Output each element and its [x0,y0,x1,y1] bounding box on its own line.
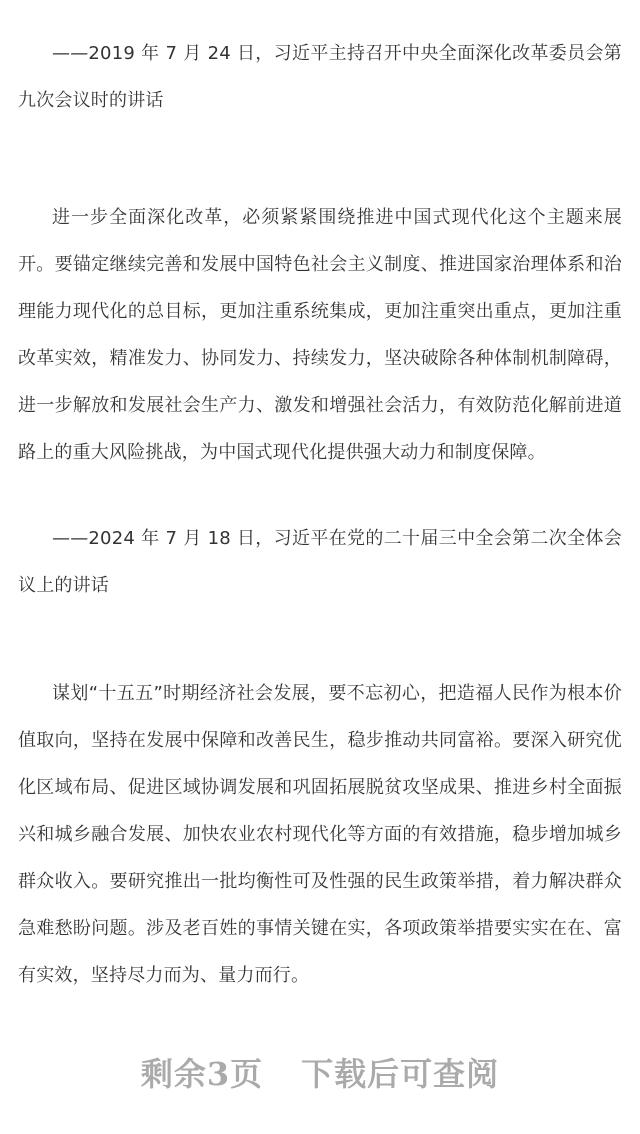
paragraph-fifteenth-five-year-plan: 谋划“十五五”时期经济社会发展，要不忘初心，把造福人民作为根本价值取向，坚持在发展中保障和改善民生，稳步推动共同富裕。要深入研究优化区域布局、促进区域协调发展和巩固拓展脱贫攻坚成果、推进乡村全面振兴和城乡融合发展、加快农业农村现代化等方面的有效措施，稳步增加城乡群众收入。要研究推出一批均衡性可及性强的民生政策举措，着力解决群众急难愁盼问题。涉及老百姓的事情关键在实，各项政策举措要实实在在、富有实效，坚持尽力而为、量力而行。 [18,683,622,986]
attribution-2019: ——2019 年 7 月 24 日，习近平主持召开中央全面深化改革委员会第九次会议时的讲话 [18,43,622,111]
download-to-view-label[interactable]: 下载后可查阅 [301,1055,500,1093]
paragraph-deepening-reform: 进一步全面深化改革，必须紧紧围绕推进中国式现代化这个主题来展开。要锚定继续完善和发展中国特色社会主义制度、推进国家治理体系和治理能力现代化的总目标，更加注重系统集成，更加注重突出重点，更加注重改革实效，精准发力、协同发力、持续发力，坚决破除各种体制机制障碍，进一步解放和发展社会生产力、激发和增强社会活力，有效防范化解前进道路上的重大风险挑战，为中国式现代化提供强大动力和制度保障。 [18,207,622,463]
download-banner[interactable] [0,1048,640,1096]
remaining-pages-label[interactable]: 剩余3页 [140,1055,264,1093]
attribution-2024: ——2024 年 7 月 18 日，习近平在党的二十届三中全会第二次全体会议上的讲话 [18,528,622,596]
